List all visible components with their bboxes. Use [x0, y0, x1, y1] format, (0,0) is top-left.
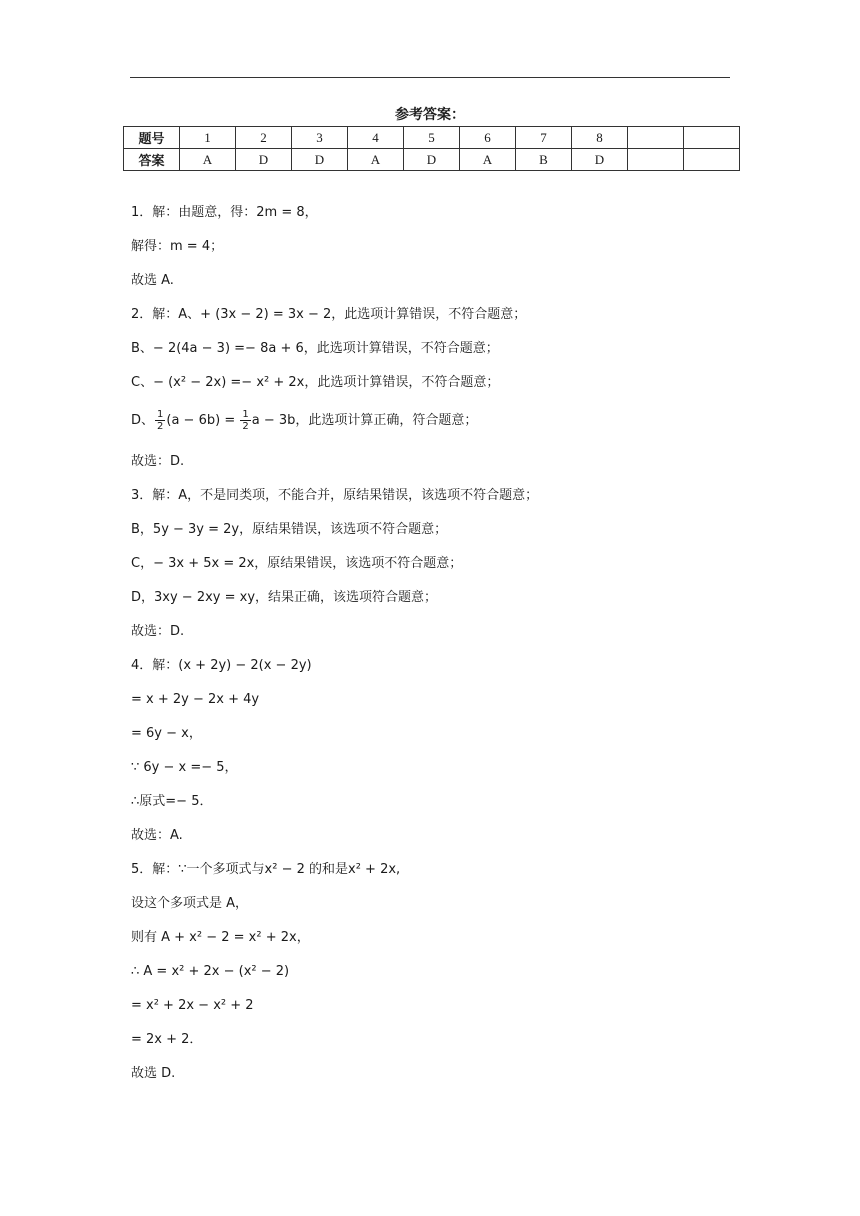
fraction-half: [240, 409, 250, 432]
header-rule: [130, 77, 730, 78]
solution-line: B、− 2(4a − 3) =− 8a + 6，此选项计算错误，不符合题意；: [131, 341, 499, 356]
solution-line: ∴ A = x² + 2x − (x² − 2): [131, 964, 290, 979]
table-cell: 3: [292, 127, 348, 149]
solution-line: 故选：D.: [131, 454, 185, 469]
solution-line: 故选 A.: [131, 273, 174, 288]
solution-line: = x² + 2x − x² + 2: [131, 998, 254, 1013]
fraction-half: [155, 409, 165, 432]
table-cell: [628, 127, 684, 149]
table-cell: B: [516, 149, 572, 171]
fraction-numerator: 1: [242, 409, 249, 420]
solution-line: D，3xy − 2xy = xy，结果正确，该选项符合题意；: [131, 590, 438, 605]
solution-line: C、− (x² − 2x) =− x² + 2x，此选项计算错误，不符合题意；: [131, 375, 500, 390]
table-cell: 7: [516, 127, 572, 149]
table-cell: [628, 149, 684, 171]
solution-line: B，5y − 3y = 2y，原结果错误，该选项不符合题意；: [131, 522, 448, 537]
solution-line: ∵ 6y − x =− 5，: [131, 760, 238, 775]
table-cell: D: [404, 149, 460, 171]
table-cell: 6: [460, 127, 516, 149]
solution-line: 故选 D.: [131, 1066, 176, 1081]
table-cell: D: [572, 149, 628, 171]
solution-line: 5．解：∵一个多项式与x² − 2 的和是x² + 2x,: [131, 862, 401, 877]
fraction-denominator: 2: [242, 421, 249, 432]
fraction-numerator: 1: [157, 409, 164, 420]
table-row-answers: [124, 149, 740, 171]
table-cell: D: [236, 149, 292, 171]
answer-table: [123, 126, 740, 171]
row-label-number: 题号: [124, 127, 180, 149]
solution-line: 2．解：A、+ (3x − 2) = 3x − 2，此选项计算错误，不符合题意；: [131, 307, 527, 322]
solution-line: 故选：D.: [131, 624, 185, 639]
table-cell: 8: [572, 127, 628, 149]
table-cell: A: [460, 149, 516, 171]
solution-line: 3．解：A，不是同类项，不能合并，原结果错误，该选项不符合题意；: [131, 488, 539, 503]
table-cell: D: [292, 149, 348, 171]
row-label-answer: 答案: [124, 149, 180, 171]
solution-line: [131, 409, 477, 432]
table-cell: A: [180, 149, 236, 171]
solution-line: ∴原式=− 5．: [131, 794, 213, 809]
page-title: 参考答案：: [395, 107, 465, 123]
option-label: D、: [131, 413, 155, 428]
table-row-numbers: [124, 127, 740, 149]
solution-line: 则有 A + x² − 2 = x² + 2x，: [131, 930, 310, 945]
solution-line: = 6y − x，: [131, 726, 202, 741]
table-cell: [684, 127, 740, 149]
solution-line: 1．解：由题意，得：2m = 8，: [131, 205, 318, 220]
solution-line: = 2x + 2．: [131, 1032, 203, 1047]
solution-line: C，− 3x + 5x = 2x，原结果错误，该选项不符合题意；: [131, 556, 463, 571]
expression-part: (a − 6b) =: [166, 413, 240, 428]
table-cell: 5: [404, 127, 460, 149]
solution-line: 4．解：(x + 2y) − 2(x − 2y): [131, 658, 312, 673]
solution-line: 设这个多项式是 A，: [131, 896, 249, 911]
table-cell: A: [348, 149, 404, 171]
solution-line: 故选：A.: [131, 828, 183, 843]
solution-line: 解得：m = 4；: [131, 239, 224, 254]
solution-line: = x + 2y − 2x + 4y: [131, 692, 260, 707]
fraction-denominator: 2: [157, 421, 164, 432]
table-cell: 4: [348, 127, 404, 149]
table-cell: [684, 149, 740, 171]
expression-part: a − 3b，此选项计算正确，符合题意；: [251, 413, 478, 428]
table-cell: 1: [180, 127, 236, 149]
table-cell: 2: [236, 127, 292, 149]
